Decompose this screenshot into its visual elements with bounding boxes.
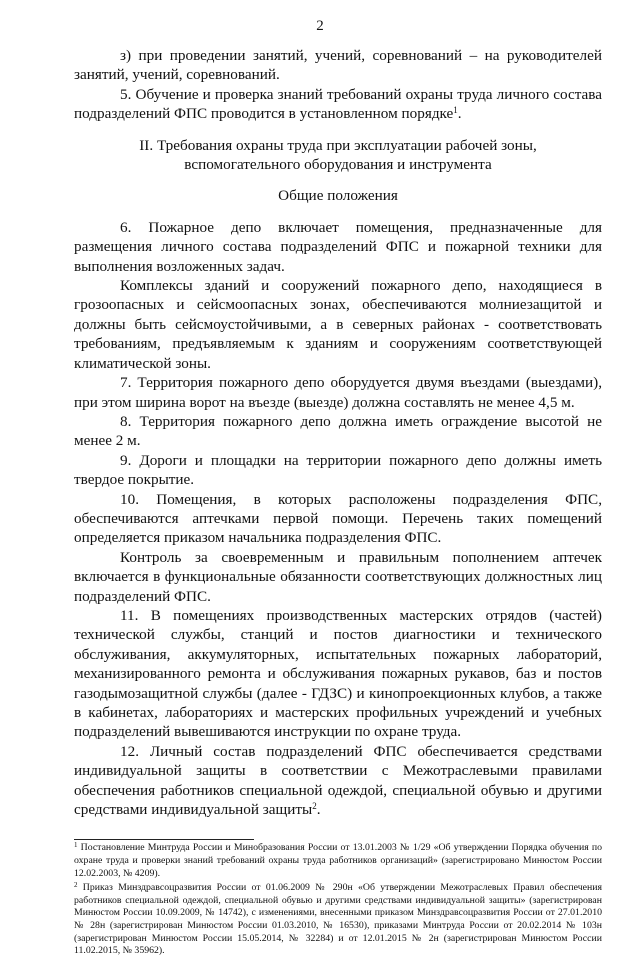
subsection-title: Общие положения bbox=[278, 187, 398, 205]
paragraph-5 bbox=[74, 85, 602, 124]
paragraph-10: 10. Помещения, в которых расположены подразделения ФПС, обеспечиваются аптечками первой помощи. Перечень таких помещений определяется приказом начальника подразделения ФПС. bbox=[74, 490, 602, 547]
paragraph-5-end: . bbox=[457, 105, 462, 123]
footnote-ref-1[interactable]: 1 bbox=[453, 105, 458, 116]
footnote-ref-2[interactable]: 2 bbox=[312, 801, 317, 812]
footnote-1 bbox=[74, 842, 602, 880]
paragraph-12 bbox=[74, 742, 602, 820]
footnote-2 bbox=[74, 882, 602, 958]
document-body bbox=[74, 46, 602, 958]
paragraph-7: 7. Территория пожарного депо оборудуется двумя въездами (выездами), при этом ширина ворот на въезде (выезде) должна составлять не менее 4,5 м. bbox=[74, 374, 602, 411]
paragraph-12-text: 12. Личный состав подразделений ФПС обеспечивается средствами индивидуальной защиты в соответствии с Межотраслевыми правилами обеспечения работников специальной одеждой, специальной обувью и другими средствами индивидуальной защиты bbox=[74, 742, 602, 819]
footnote-2-mark: 2 bbox=[74, 881, 78, 890]
footnote-2-text: Приказ Минздравсоцразвития России от 01.06.2009 № 290н «Об утверждении Межотраслевых Правил обеспечения работников специальной одеждой, специальной обувью и другими средствами индивидуальной защиты» (зарегистрирован Минюстом России 10.09.2009, № 14742), с изменениями, внесенными приказом Минздравсоцразвития России от 27.01.2010 № 28н (зарегистрирован Минюстом России 01.03.2010, № 16530), приказами Минтруда России от 20.02.2014 № 103н (зарегистрирован Минюстом России 15.05.2014, № 32284) и от 12.01.2015 № 2н (зарегистрирован Минюстом России 11.02.2015, № 35962). bbox=[74, 882, 602, 957]
paragraph-8: 8. Территория пожарного депо должна иметь ограждение высотой не менее 2 м. bbox=[74, 412, 602, 450]
footnote-divider bbox=[74, 839, 254, 840]
footnote-1-text: Постановление Минтруда России и Минобразования России от 13.01.2003 № 1/29 «Об утверждении Порядка обучения по охране труда и проверки знаний требований охраны труда работников организаций» (зарегистрировано Минюстом России 12.02.2003, № 4209). bbox=[74, 842, 602, 879]
paragraph-6b: Комплексы зданий и сооружений пожарного депо, находящиеся в грозоопасных и сейсмоопасных зонах, обеспечиваются молниезащитой и должны быть сейсмоустойчивыми, а в северных районах - соответствовать требованиям, предъявляемым к зданиям и сооружениям соответствующей климатической зоны. bbox=[74, 277, 602, 372]
section-title-line-2: вспомогательного оборудования и инструмента bbox=[184, 156, 492, 174]
page-number: 2 bbox=[316, 18, 324, 34]
paragraph-6: 6. Пожарное депо включает помещения, предназначенные для размещения личного состава подразделений ФПС и пожарной техники для выполнения возложенных задач. bbox=[74, 218, 602, 275]
section-title-line-1: II. Требования охраны труда при эксплуатации рабочей зоны, bbox=[139, 136, 537, 154]
footnote-1-mark: 1 bbox=[74, 841, 78, 850]
paragraph-12-end: . bbox=[316, 801, 321, 819]
paragraph-5-text: 5. Обучение и проверка знаний требований охраны труда личного состава подразделений ФПС проводится в установленном порядке bbox=[74, 85, 602, 123]
paragraph-11: 11. В помещениях производственных мастерских отрядов (частей) технической службы, станций и постов диагностики и технического обслуживания, аккумуляторных, испытательных пожарных лабораторий, механизированного ремонта и обслуживания пожарных рукавов, баз и постов газодымозащитной службы (далее - ГДЗС) и кинопроекционных клубов, а также в кабинетах, лабораториях и мастерских профильных учреждений и учебных подразделений вывешиваются инструкции по охране труда. bbox=[74, 606, 602, 741]
paragraph-10b: Контроль за своевременным и правильным пополнением аптечек включается в функциональные обязанности соответствующих должностных лиц подразделений ФПС. bbox=[74, 548, 602, 605]
paragraph-9: 9. Дороги и площадки на территории пожарного депо должны иметь твердое покрытие. bbox=[74, 451, 602, 489]
paragraph-z: з) при проведении занятий, учений, соревнований – на руководителей занятий, учений, соревнований. bbox=[74, 47, 602, 84]
